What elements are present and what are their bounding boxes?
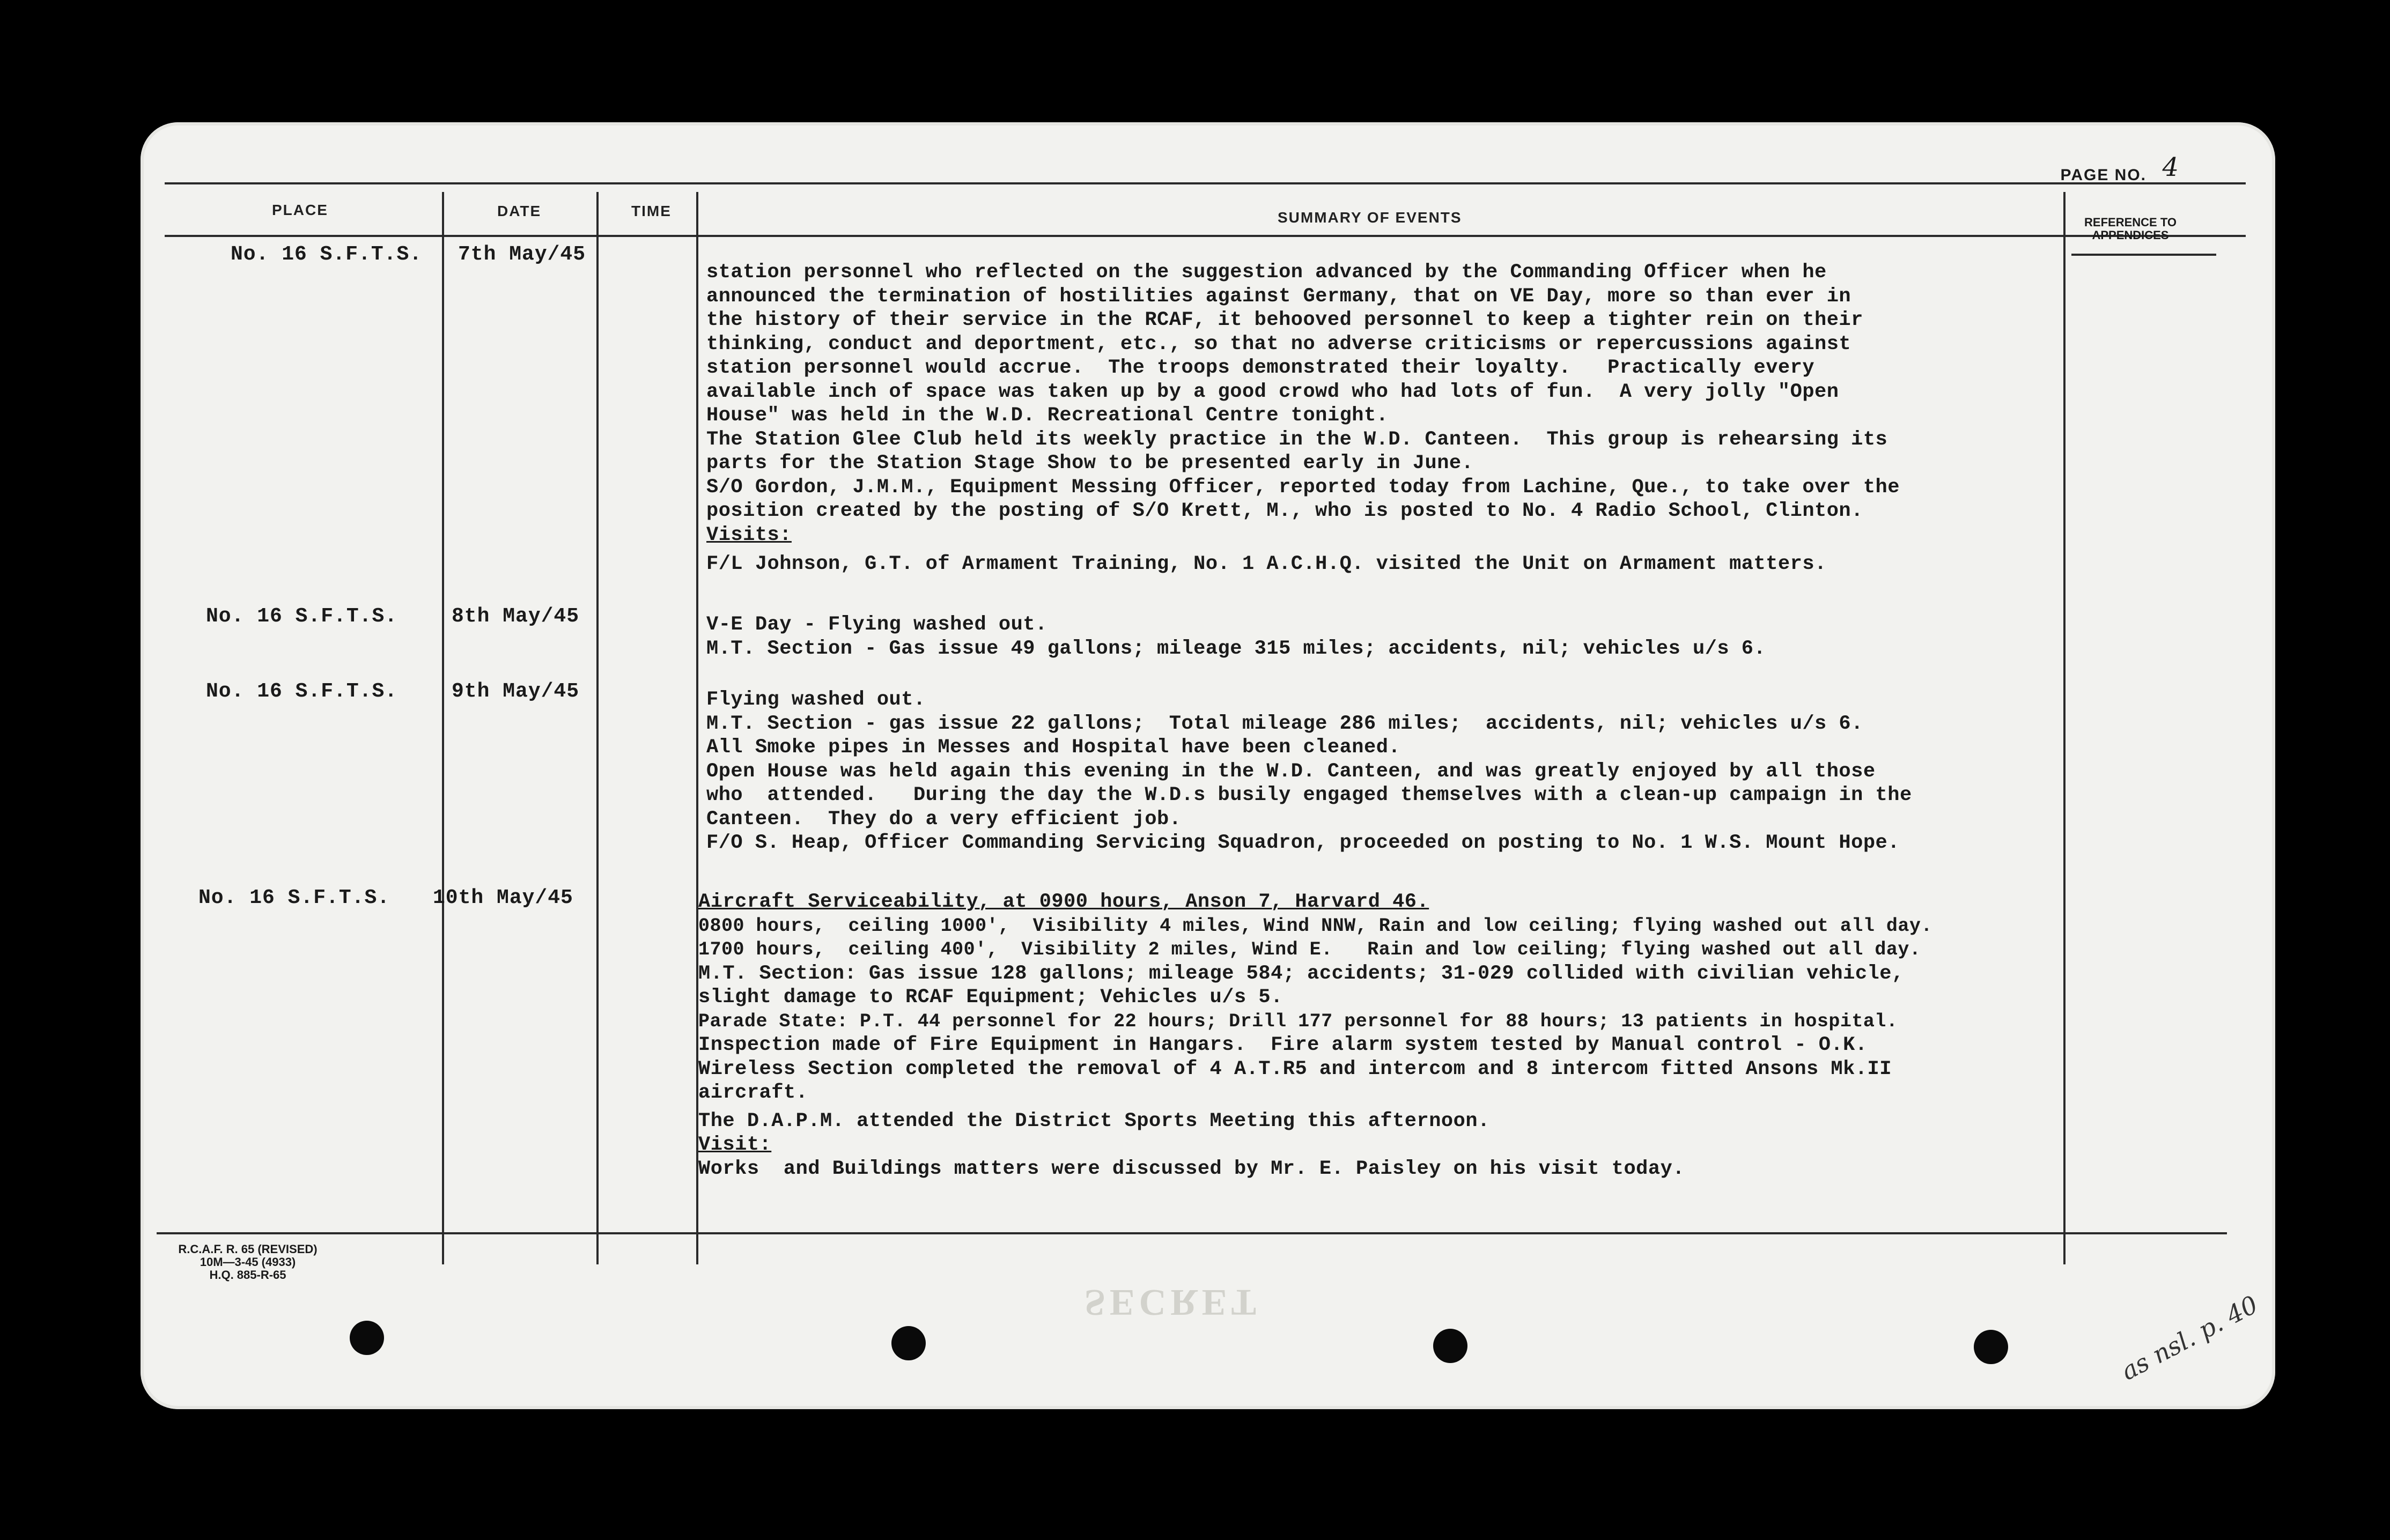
entry-summary	[698, 890, 2039, 1181]
form-number: R.C.A.F. R. 65 (REVISED)	[178, 1242, 318, 1256]
summary-line: 1700 hours, ceiling 400', Visibility 2 miles, Wind E. Rain and low ceiling; flying washed out all day.	[698, 939, 1921, 960]
column-header-time: TIME	[631, 203, 672, 219]
summary-line: The Station Glee Club held its weekly practice in the W.D. Canteen. This group is rehearsing its	[706, 428, 1888, 451]
punch-hole	[350, 1321, 384, 1355]
visit-heading: Visit:	[698, 1134, 772, 1156]
form-identifier	[157, 1243, 339, 1282]
summary-line: slight damage to RCAF Equipment; Vehicles u/s 5.	[698, 986, 1283, 1009]
page-number-value: 4	[2162, 152, 2179, 182]
summary-line: V-E Day - Flying washed out.	[706, 613, 1048, 636]
summary-line: the history of their service in the RCAF, it behooved personnel to keep a tighter rein on their	[706, 309, 1863, 331]
punch-hole	[1433, 1329, 1467, 1363]
reference-header-rule	[2071, 254, 2216, 256]
summary-line: aircraft.	[698, 1082, 808, 1104]
summary-line: Open House was held again this evening in the W.D. Canteen, and was greatly enjoyed by all those	[706, 760, 1876, 783]
entry-date: 9th May/45	[452, 680, 580, 703]
handwritten-note: as nsl. p. 40	[2116, 1290, 2263, 1386]
header-bottom-rule	[165, 235, 2246, 237]
summary-line: Flying washed out.	[706, 688, 926, 711]
summary-line: parts for the Station Stage Show to be presented early in June.	[706, 452, 1474, 475]
header-top-rule	[165, 182, 2246, 184]
column-header-place: PLACE	[272, 202, 328, 218]
column-header-reference: REFERENCE TO APPENDICES	[2084, 216, 2177, 242]
place-date-divider	[442, 192, 444, 1264]
entry-place: No. 16 S.F.T.S.	[198, 886, 390, 909]
summary-line: M.T. Section: Gas issue 128 gallons; mileage 584; accidents; 31-029 collided with civilian vehicle,	[698, 962, 1904, 985]
date-time-divider	[596, 192, 599, 1264]
summary-line: S/O Gordon, J.M.M., Equipment Messing Officer, reported today from Lachine, Que., to take over the	[706, 476, 1900, 499]
summary-line: position created by the posting of S/O Krett, M., who is posted to No. 4 Radio School, Clinton.	[706, 500, 1863, 522]
summary-line: thinking, conduct and deportment, etc., so that no adverse criticisms or repercussions against	[706, 332, 1851, 356]
summary-line: All Smoke pipes in Messes and Hospital have been cleaned.	[706, 736, 1401, 759]
page-number-label: PAGE NO.	[2060, 166, 2146, 184]
summary-line: M.T. Section - gas issue 22 gallons; Total mileage 286 miles; accidents, nil; vehicles u/s 6.	[706, 712, 1863, 735]
summary-line: Inspection made of Fire Equipment in Hangars. Fire alarm system tested by Manual control - O.K.	[698, 1034, 1868, 1056]
summary-line: 0800 hours, ceiling 1000', Visibility 4 miles, Wind NNW, Rain and low ceiling; flying washed out all day.	[698, 915, 1932, 937]
summary-line: Works and Buildings matters were discussed by Mr. E. Paisley on his visit today.	[698, 1157, 1685, 1180]
summary-line: station personnel would accrue. The troops demonstrated their loyalty. Practically every	[706, 357, 1815, 379]
punch-hole	[1974, 1330, 2008, 1364]
summary-line: announced the termination of hostilities against Germany, that on VE Day, more so than ever in	[706, 285, 1851, 308]
summary-line: House" was held in the W.D. Recreational Centre tonight.	[706, 404, 1389, 427]
entry-date: 7th May/45	[458, 243, 586, 266]
summary-line: F/O S. Heap, Officer Commanding Servicing Squadron, proceeded on posting to No. 1 W.S. Mount Hope.	[706, 832, 1900, 854]
summary-line: Parade State: P.T. 44 personnel for 22 hours; Drill 177 personnel for 88 hours; 13 patients in hospital.	[698, 1010, 1898, 1032]
entry-date: 10th May/45	[433, 886, 573, 909]
summary-line: station personnel who reflected on the suggestion advanced by the Commanding Officer when he	[706, 261, 1827, 284]
summary-line: Wireless Section completed the removal of 4 A.T.R5 and intercom and 8 intercom fitted Ansons Mk.II	[698, 1057, 1892, 1080]
form-hq-code: H.Q. 885-R-65	[209, 1268, 286, 1282]
summary-line: Canteen. They do a very efficient job.	[706, 808, 1182, 831]
entry-place: No. 16 S.F.T.S.	[206, 605, 398, 628]
entry-place: No. 16 S.F.T.S.	[231, 243, 423, 266]
entry-date: 8th May/45	[452, 605, 580, 628]
summary-line: F/L Johnson, G.T. of Armament Training, No. 1 A.C.H.Q. visited the Unit on Armament matters.	[706, 553, 1827, 575]
visits-heading: Visits:	[706, 523, 792, 546]
summary-line: available inch of space was taken up by a good crowd who had lots of fun. A very jolly "Open	[706, 380, 1839, 403]
column-header-summary: SUMMARY OF EVENTS	[1278, 209, 1462, 226]
entry-summary	[706, 613, 2047, 661]
summary-line: who attended. During the day the W.D.s busily engaged themselves with a clean-up campaign in the	[706, 784, 1912, 806]
footer-rule	[157, 1232, 2227, 1234]
form-print-code: 10M—3-45 (4933)	[200, 1255, 296, 1269]
column-header-date: DATE	[497, 203, 542, 219]
summary-reference-divider	[2063, 192, 2066, 1264]
entry-summary	[706, 261, 2047, 576]
entry-place: No. 16 S.F.T.S.	[206, 680, 398, 703]
summary-line: The D.A.P.M. attended the District Sports Meeting this afternoon.	[698, 1109, 1490, 1132]
entry-summary	[706, 688, 2047, 855]
bleed-through-stamp: SECRET	[1085, 1282, 1261, 1323]
aircraft-serviceability-line: Aircraft Serviceability, at 0900 hours, Anson 7, Harvard 46.	[698, 891, 1429, 913]
summary-line: M.T. Section - Gas issue 49 gallons; mileage 315 miles; accidents, nil; vehicles u/s 6.	[706, 637, 1766, 660]
diary-form-page	[141, 122, 2275, 1409]
punch-hole	[891, 1326, 926, 1360]
